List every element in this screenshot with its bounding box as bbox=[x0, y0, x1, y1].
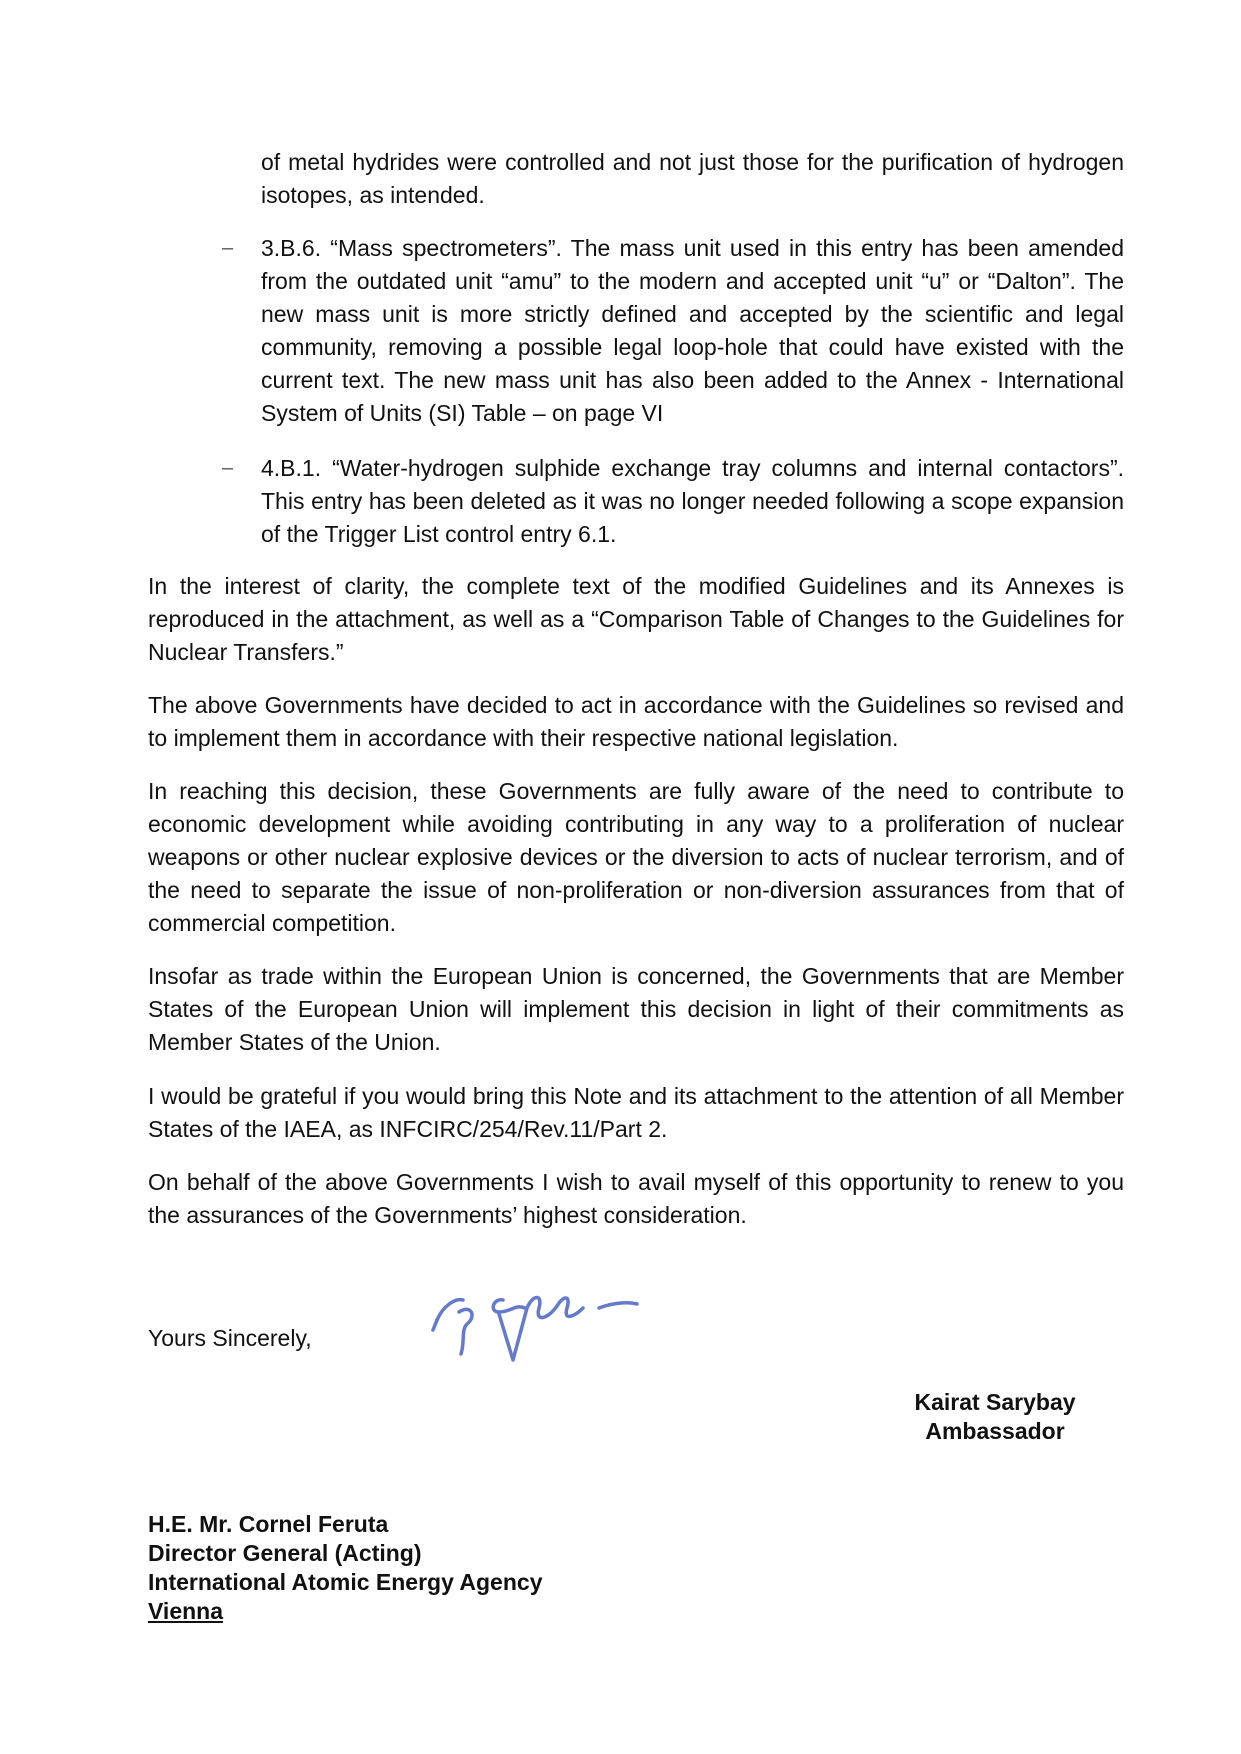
addressee-organization: International Atomic Energy Agency bbox=[148, 1569, 543, 1595]
paragraph-decision: The above Governments have decided to act in accordance with the Guidelines so revised and to implement them in accordance with their respective national legislation. bbox=[148, 692, 1124, 751]
addressee-block bbox=[148, 1510, 542, 1626]
closing-text: Yours Sincerely, bbox=[148, 1325, 312, 1351]
paragraph-reaching: In reaching this decision, these Governments are fully aware of the need to contribute to economic development while avoiding contributing in any way to a proliferation of nuclear weapons or other nuclear explosive devices or the diversion to acts of nuclear terrorism, and of the need to separate the issue of non-proliferation or non-diversion assurances from that of commercial competition. bbox=[148, 778, 1124, 936]
paragraph-clarity: In the interest of clarity, the complete text of the modified Guidelines and its Annexes is reproduced in the attachment, as well as a “Comparison Table of Changes to the Guidelines for Nuclear Transfers.” bbox=[148, 573, 1124, 665]
addressee-position: Director General (Acting) bbox=[148, 1540, 422, 1566]
addressee-name: H.E. Mr. Cornel Feruta bbox=[148, 1511, 389, 1537]
bullet-dash: – bbox=[222, 237, 234, 259]
paragraph-request: I would be grateful if you would bring this Note and its attachment to the attention of all Member States of the IAEA, as INFCIRC/254/Rev.11/Part 2. bbox=[148, 1083, 1124, 1142]
signatory-title: Ambassador bbox=[925, 1418, 1065, 1444]
bullet-item-water-hydrogen: 4.B.1. “Water-hydrogen sulphide exchange tray columns and internal contactors”. This entry has been deleted as it was no longer needed following a scope expansion of the Trigger List control entry 6.1. bbox=[261, 455, 1124, 547]
signatory-name: Kairat Sarybay bbox=[914, 1389, 1076, 1415]
signature-stroke bbox=[437, 1300, 463, 1320]
signature-stroke bbox=[493, 1300, 525, 1312]
paragraph-behalf: On behalf of the above Governments I wish to avail myself of this opportunity to renew to you the assurances of the Governments’ highest consideration. bbox=[148, 1169, 1124, 1228]
signature-stroke bbox=[599, 1303, 637, 1308]
bullet-item-mass-spectrometers: 3.B.6. “Mass spectrometers”. The mass unit used in this entry has been amended from the outdated unit “amu” to the modern and accepted unit “u” or “Dalton”. The new mass unit is more strictly defined and accepted by the scientific and legal community, removing a possible legal loop-hole that could have existed with the current text. The new mass unit has also been added to the Annex - International System of Units (SI) Table – on page VI bbox=[261, 235, 1124, 426]
continuation-text: of metal hydrides were controlled and not just those for the purification of hydrogen isotopes, as intended. bbox=[261, 149, 1124, 208]
signature-stroke bbox=[557, 1298, 583, 1316]
paragraph-eu: Insofar as trade within the European Union is concerned, the Governments that are Member States of the European Union will implement this decision in light of their commitments as Member States of the Union. bbox=[148, 963, 1124, 1055]
addressee-city: Vienna bbox=[148, 1598, 223, 1624]
signatory-block bbox=[905, 1388, 1085, 1446]
bullet-dash: – bbox=[222, 457, 234, 479]
